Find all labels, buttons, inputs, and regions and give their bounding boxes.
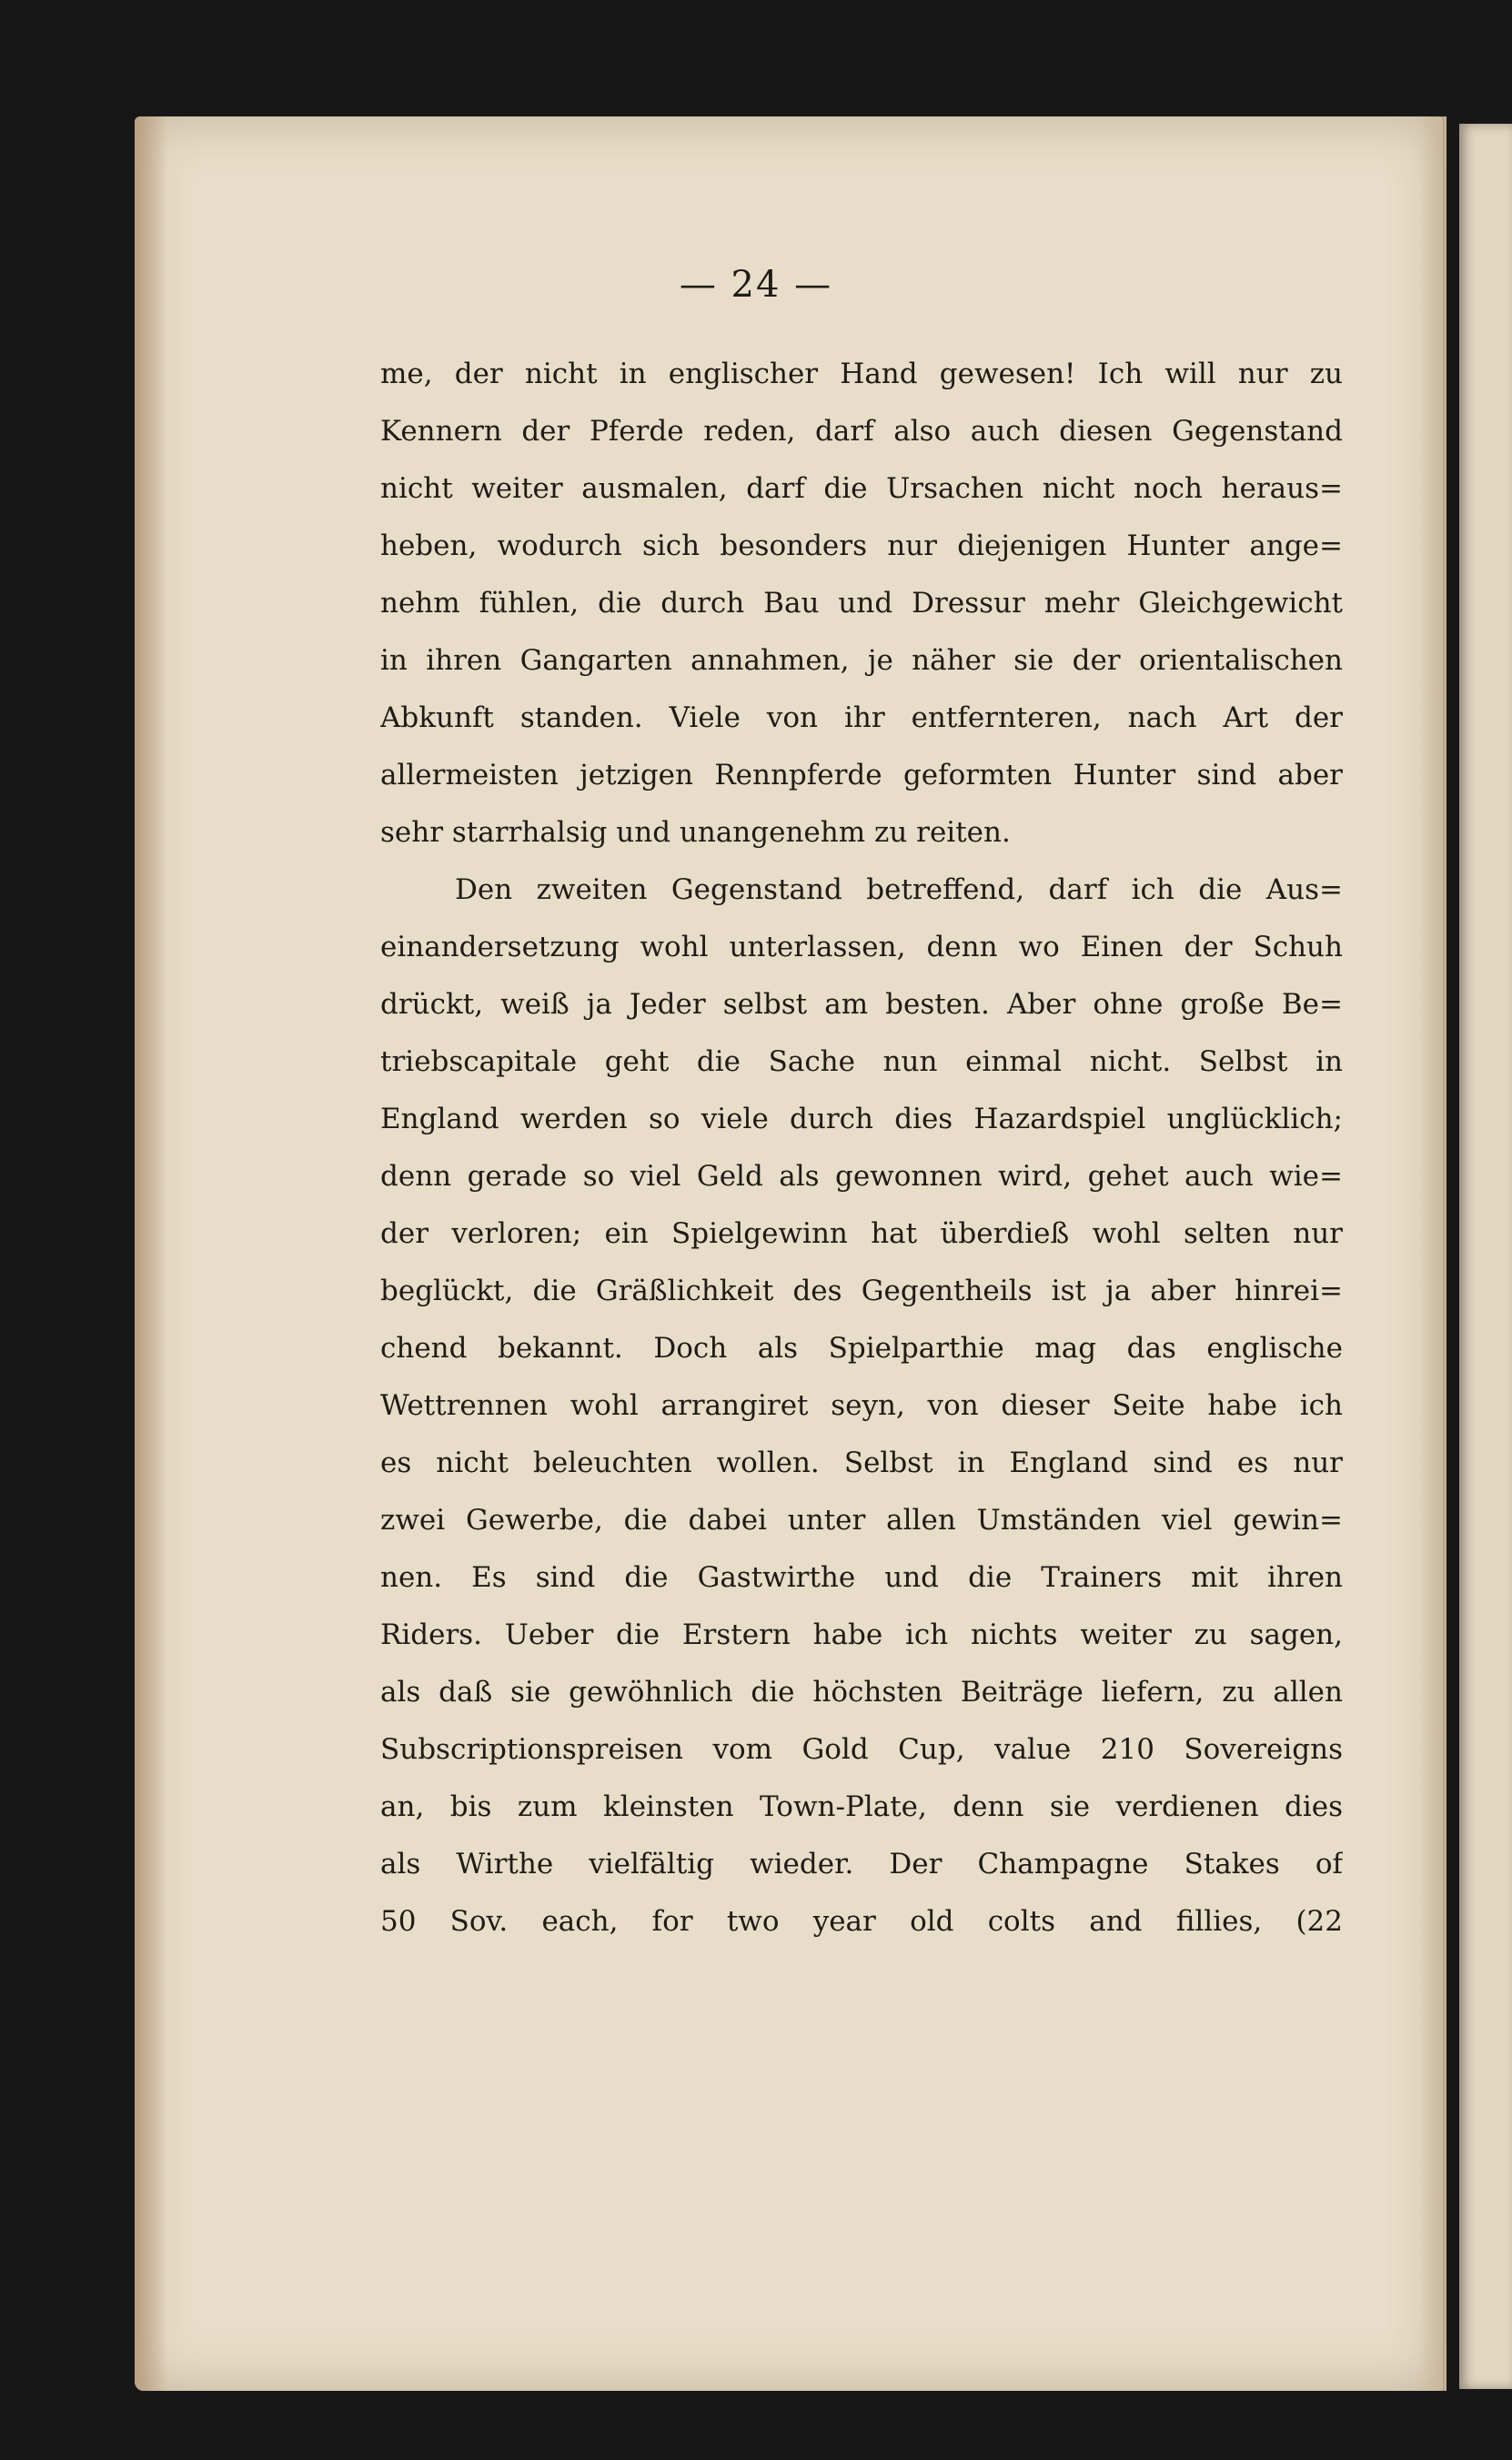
text-line: Riders. Ueber die Erstern habe ich nichts weiter zu sagen,	[380, 1618, 1343, 1651]
text-line: allermeisten jetzigen Rennpferde geformten Hunter sind aber	[380, 759, 1343, 791]
text-line: 50 Sov. each, for two year old colts and fillies, (22	[380, 1905, 1343, 1938]
text-line: als daß sie gewöhnlich die höchsten Beiträge liefern, zu allen	[380, 1676, 1343, 1709]
text-line: in ihren Gangarten annahmen, je näher sie der orientalischen	[380, 644, 1343, 677]
text-line: Abkunft standen. Viele von ihr entfernteren, nach Art der	[380, 701, 1343, 734]
text-line: me, der nicht in englischer Hand gewesen! Ich will nur zu	[380, 358, 1343, 390]
text-line: es nicht beleuchten wollen. Selbst in England sind es nur	[380, 1447, 1343, 1479]
text-line: heben, wodurch sich besonders nur diejenigen Hunter ange=	[380, 529, 1343, 562]
text-line: Subscriptionspreisen vom Gold Cup, value 210 Sovereigns	[380, 1733, 1343, 1766]
text-line: sehr starrhalsig und unangenehm zu reiten.	[380, 816, 1011, 849]
text-line: nehm fühlen, die durch Bau und Dressur mehr Gleichgewicht	[380, 587, 1343, 620]
text-line: als Wirthe vielfältig wieder. Der Champagne Stakes of	[380, 1848, 1343, 1880]
text-line: chend bekannt. Doch als Spielparthie mag das englische	[380, 1332, 1343, 1365]
text-line: Kennern der Pferde reden, darf also auch diesen Gegenstand	[380, 415, 1343, 448]
text-line: einandersetzung wohl unterlassen, denn wo Einen der Schuh	[380, 931, 1343, 963]
text-line: nen. Es sind die Gastwirthe und die Trainers mit ihren	[380, 1561, 1343, 1594]
text-line: Wettrennen wohl arrangiret seyn, von dieser Seite habe ich	[380, 1389, 1343, 1422]
page-number: — 24 —	[679, 264, 833, 306]
text-line: der verloren; ein Spielgewinn hat überdieß wohl selten nur	[380, 1217, 1343, 1250]
text-line: triebscapitale geht die Sache nun einmal nicht. Selbst in	[380, 1045, 1343, 1078]
text-line: nicht weiter ausmalen, darf die Ursachen nicht noch heraus=	[380, 472, 1343, 505]
body-text	[380, 346, 1343, 1951]
text-line: drückt, weiß ja Jeder selbst am besten. Aber ohne große Be=	[380, 988, 1343, 1021]
text-line: Den zweiten Gegenstand betreffend, darf ich die Aus=	[455, 873, 1343, 906]
text-line: zwei Gewerbe, die dabei unter allen Umständen viel gewin=	[380, 1504, 1343, 1537]
text-line: denn gerade so viel Geld als gewonnen wird, gehet auch wie=	[380, 1160, 1343, 1193]
text-line: an, bis zum kleinsten Town-Plate, denn sie verdienen dies	[380, 1790, 1343, 1823]
text-line: beglückt, die Gräßlichkeit des Gegentheils ist ja aber hinrei=	[380, 1275, 1343, 1307]
text-line: England werden so viele durch dies Hazardspiel unglücklich;	[380, 1103, 1343, 1135]
adjacent-page-edge	[1459, 124, 1512, 2389]
page-shadow-left	[135, 116, 167, 2391]
page-shadow-right	[1419, 116, 1446, 2391]
